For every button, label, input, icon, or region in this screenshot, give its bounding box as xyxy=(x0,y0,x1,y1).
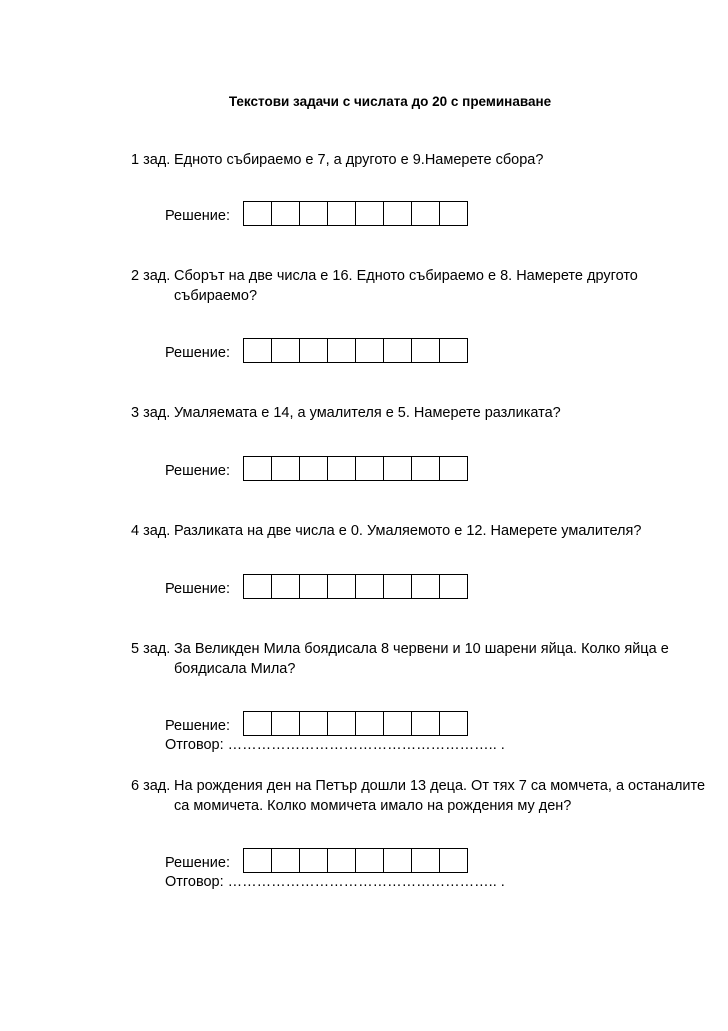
answer-box[interactable] xyxy=(271,201,299,226)
answer-box[interactable] xyxy=(327,711,355,736)
solution-label: Решение: xyxy=(165,463,230,479)
answer-box[interactable] xyxy=(383,711,411,736)
solution-label: Решение: xyxy=(165,581,230,597)
solution-boxes[interactable] xyxy=(243,338,468,363)
problem-text: На рождения ден на Петър дошли 13 деца. От тях 7 са момчета, а останалите са момичета. Колко момичета имало на рождения му ден? xyxy=(174,778,706,814)
answer-box[interactable] xyxy=(327,456,355,481)
problem-text: Разликата на две числа е 0. Умаляемото е 12. Намерете умалителя? xyxy=(174,523,642,539)
answer-line[interactable]: Отговор: ……………………………………………….. . xyxy=(165,737,505,753)
answer-box[interactable] xyxy=(243,338,271,363)
problem-number: 5 зад. xyxy=(131,641,171,657)
answer-box[interactable] xyxy=(271,711,299,736)
page-title: Текстови задачи с числата до 20 с преминаване xyxy=(228,94,552,109)
answer-box[interactable] xyxy=(355,711,383,736)
solution-boxes[interactable] xyxy=(243,711,468,736)
answer-box[interactable] xyxy=(271,338,299,363)
answer-box[interactable] xyxy=(355,456,383,481)
problem-text: Сборът на две числа е 16. Едното събираемо е 8. Намерете другото събираемо? xyxy=(174,268,638,304)
answer-box[interactable] xyxy=(327,848,355,873)
answer-box[interactable] xyxy=(299,338,327,363)
answer-box[interactable] xyxy=(299,711,327,736)
answer-box[interactable] xyxy=(271,456,299,481)
answer-box[interactable] xyxy=(411,574,439,599)
answer-box[interactable] xyxy=(383,574,411,599)
answer-box[interactable] xyxy=(243,711,271,736)
answer-box[interactable] xyxy=(439,848,468,873)
answer-box[interactable] xyxy=(439,456,468,481)
answer-box[interactable] xyxy=(299,848,327,873)
answer-box[interactable] xyxy=(439,711,468,736)
answer-box[interactable] xyxy=(243,456,271,481)
answer-box[interactable] xyxy=(411,848,439,873)
problem-number: 2 зад. xyxy=(131,268,171,284)
answer-box[interactable] xyxy=(243,848,271,873)
problem-number: 4 зад. xyxy=(131,523,171,539)
answer-box[interactable] xyxy=(327,338,355,363)
answer-box[interactable] xyxy=(383,338,411,363)
answer-box[interactable] xyxy=(355,201,383,226)
problem-2 xyxy=(131,266,711,306)
problem-5 xyxy=(131,639,711,679)
problem-1 xyxy=(131,150,711,170)
answer-box[interactable] xyxy=(411,456,439,481)
answer-box[interactable] xyxy=(271,848,299,873)
solution-label: Решение: xyxy=(165,208,230,224)
answer-line[interactable]: Отговор: ……………………………………………….. . xyxy=(165,874,505,890)
solution-label: Решение: xyxy=(165,855,230,871)
answer-box[interactable] xyxy=(299,456,327,481)
answer-box[interactable] xyxy=(383,848,411,873)
answer-box[interactable] xyxy=(439,338,468,363)
problem-text: Едното събираемо е 7, а другото е 9.Намерете сбора? xyxy=(174,152,544,168)
solution-label: Решение: xyxy=(165,345,230,361)
answer-box[interactable] xyxy=(299,201,327,226)
answer-box[interactable] xyxy=(383,456,411,481)
solution-boxes[interactable] xyxy=(243,201,468,226)
answer-box[interactable] xyxy=(243,574,271,599)
answer-box[interactable] xyxy=(411,711,439,736)
answer-box[interactable] xyxy=(411,338,439,363)
answer-box[interactable] xyxy=(327,201,355,226)
problem-4 xyxy=(131,521,711,541)
answer-box[interactable] xyxy=(327,574,355,599)
answer-box[interactable] xyxy=(439,574,468,599)
answer-box[interactable] xyxy=(383,201,411,226)
problem-text: За Великден Мила боядисала 8 червени и 10 шарени яйца. Колко яйца е боядисала Мила? xyxy=(174,641,669,677)
answer-box[interactable] xyxy=(355,848,383,873)
solution-boxes[interactable] xyxy=(243,456,468,481)
problem-3 xyxy=(131,403,711,423)
problem-text: Умаляемата е 14, а умалителя е 5. Намерете разликата? xyxy=(174,405,561,421)
answer-box[interactable] xyxy=(271,574,299,599)
solution-boxes[interactable] xyxy=(243,574,468,599)
problem-number: 6 зад. xyxy=(131,778,171,794)
problem-number: 1 зад. xyxy=(131,152,171,168)
answer-box[interactable] xyxy=(243,201,271,226)
answer-box[interactable] xyxy=(355,574,383,599)
solution-label: Решение: xyxy=(165,718,230,734)
answer-box[interactable] xyxy=(299,574,327,599)
problem-number: 3 зад. xyxy=(131,405,171,421)
solution-boxes[interactable] xyxy=(243,848,468,873)
answer-box[interactable] xyxy=(355,338,383,363)
answer-box[interactable] xyxy=(439,201,468,226)
answer-box[interactable] xyxy=(411,201,439,226)
problem-6 xyxy=(131,776,711,816)
